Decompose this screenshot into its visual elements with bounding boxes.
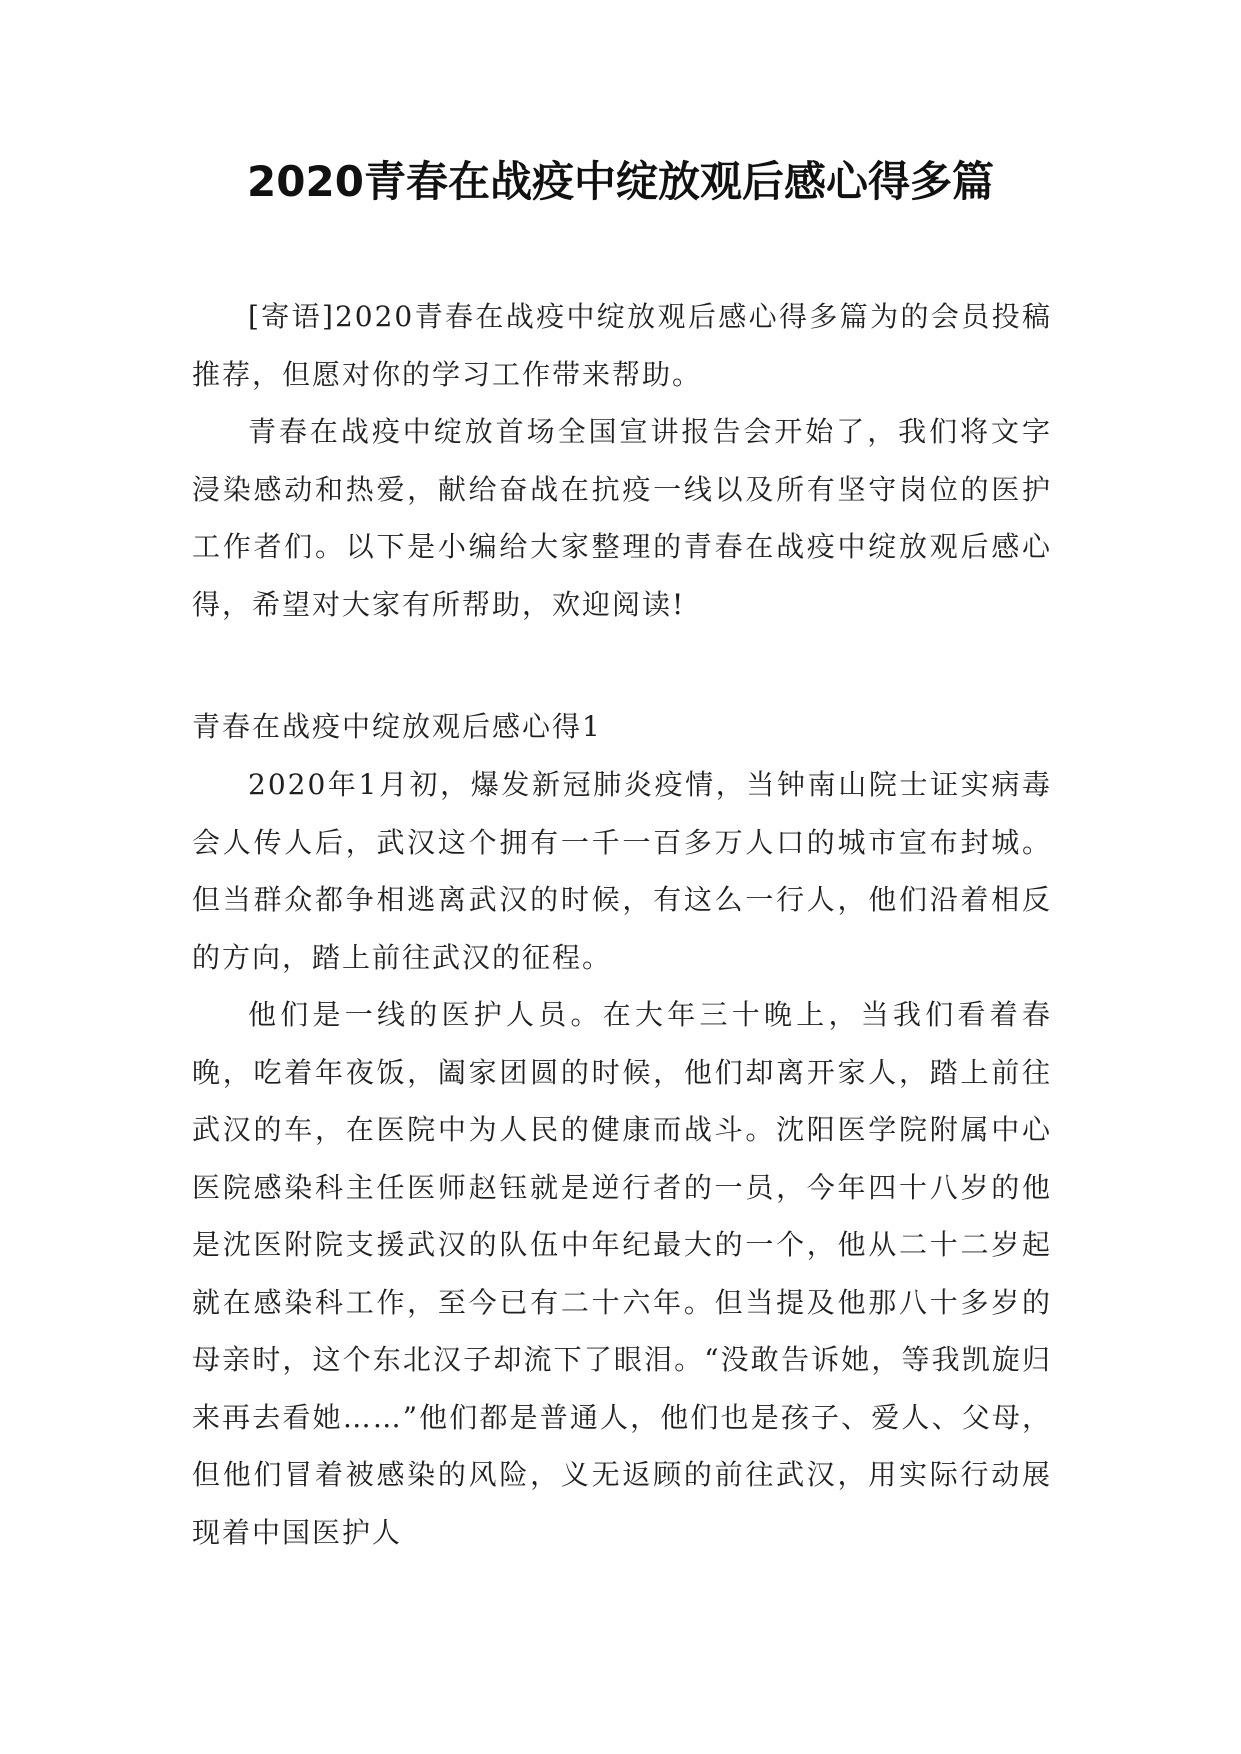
intro-paragraph-1: [寄语]2020青春在战疫中绽放观后感心得多篇为的会员投稿推荐，但愿对你的学习工作带来帮助。 (192, 300, 1052, 391)
section-body (192, 756, 1052, 1561)
body-paragraph-2: 他们是一线的医护人员。在大年三十晚上，当我们看着春晚，吃着年夜饭，阖家团圆的时候，他们却离开家人，踏上前往武汉的车，在医院中为人民的健康而战斗。沈阳医学院附属中心医院感染科主任医师赵钰就是逆行者的一员，今年四十八岁的他是沈医附院支援武汉的队伍中年纪最大的一个，他从二十二岁起就在感染科工作，至今已有二十六年。但当提及他那八十多岁的母亲时，这个东北汉子却流下了眼泪。“没敢告诉她，等我凯旋归来再去看她……”他们都是普通人，他们也是孩子、爱人、父母，但他们冒着被感染的风险，义无返顾的前往武汉，用实际行动展现着中国医护人 (192, 998, 1052, 1549)
intro-section (192, 288, 1052, 633)
document-title: 2020青春在战疫中绽放观后感心得多篇 (247, 157, 994, 206)
section-heading: 青春在战疫中绽放观后感心得1 (192, 710, 602, 743)
body-paragraph-1: 2020年1月初，爆发新冠肺炎疫情，当钟南山院士证实病毒会人传人后，武汉这个拥有一千一百多万人口的城市宣布封城。但当群众都争相逃离武汉的时候，有这么一行人，他们沿着相反的方向，踏上前往武汉的征程。 (192, 768, 1052, 974)
intro-paragraph-2: 青春在战疫中绽放首场全国宣讲报告会开始了，我们将文字浸染感动和热爱，献给奋战在抗疫一线以及所有坚守岗位的医护工作者们。以下是小编给大家整理的青春在战疫中绽放观后感心得，希望对大家有所帮助，欢迎阅读! (192, 415, 1052, 621)
